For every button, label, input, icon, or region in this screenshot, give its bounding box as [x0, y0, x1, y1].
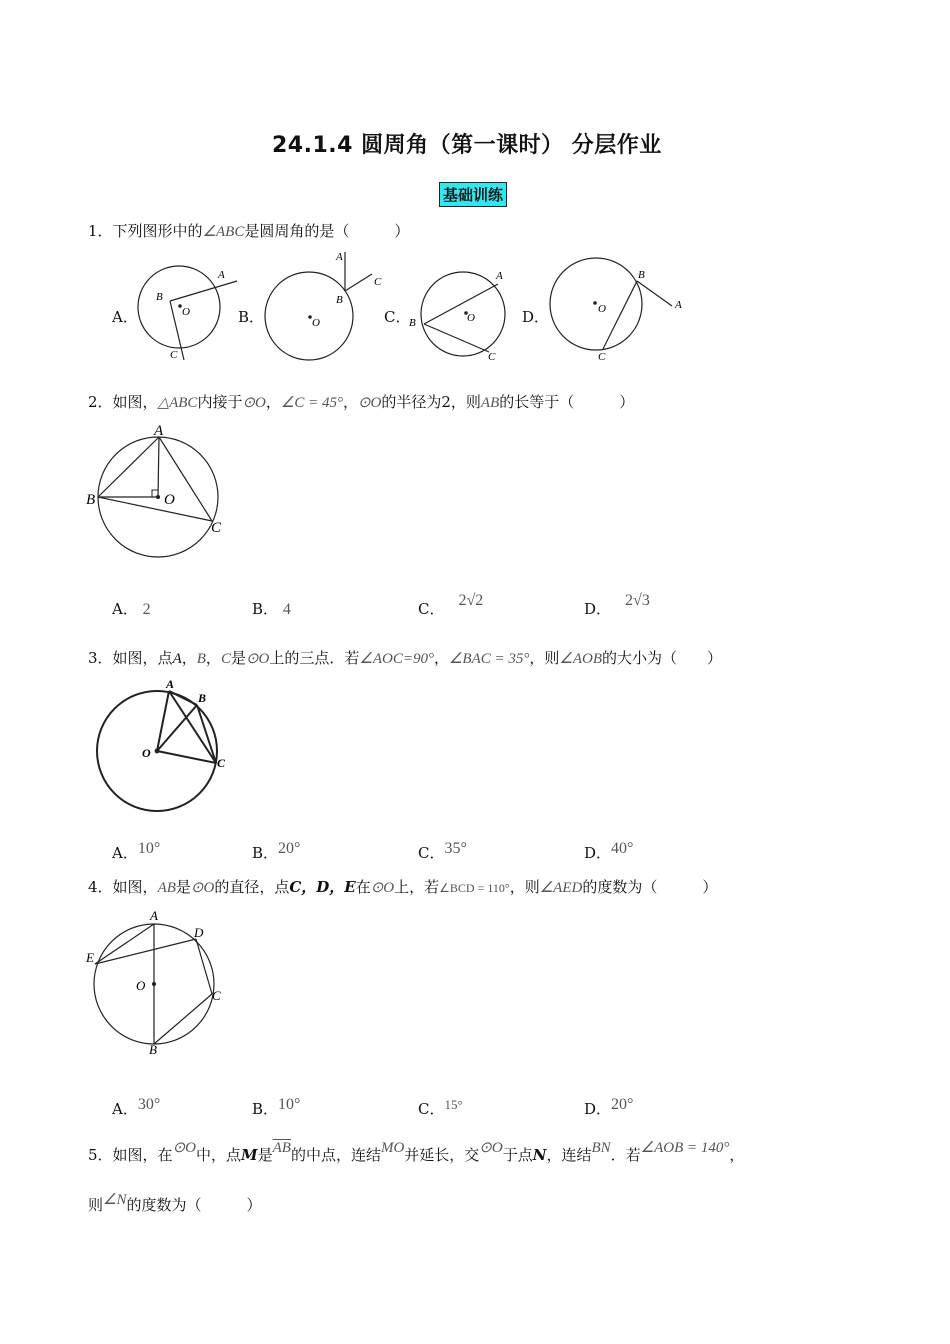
q3-option-a[interactable]: A．10°: [112, 840, 161, 862]
q2-label-o: O: [164, 492, 175, 508]
q4-label-o: O: [136, 978, 146, 993]
q3-option-c[interactable]: C．35°: [418, 840, 467, 862]
q4-label-a: A: [150, 908, 158, 923]
q2-label-c: C: [211, 520, 222, 536]
q2-option-a[interactable]: A． 2: [112, 600, 151, 618]
q1a-label-o: O: [182, 306, 190, 318]
q4-label-d: D: [194, 925, 204, 940]
q1c-label-a: A: [496, 270, 503, 282]
q2-figure: [84, 422, 234, 562]
q3-option-d[interactable]: D．40°: [584, 840, 634, 862]
q1-option-d-figure: [546, 256, 686, 366]
question-number: 3．: [88, 649, 113, 667]
question-5: 5．如图，在⊙O中，点M是$\overline{AB}$的中点，连结MO并延长，交⊙O于点N，连结BN．若∠AOB = 140°，: [88, 1140, 745, 1164]
q3-label-b: B: [198, 691, 207, 705]
q3-option-b[interactable]: B．20°: [252, 840, 301, 862]
q1a-label-c: C: [170, 349, 178, 361]
q2-label-a: A: [154, 423, 164, 439]
question-number: 4．: [88, 878, 113, 896]
q1d-label-c: C: [598, 351, 606, 363]
question-4: 4．如图，AB是⊙O的直径，点C，D，E在⊙O上，若∠BCD = 110°，则∠AED的度数为（ ）: [88, 878, 718, 896]
question-1: 1．下列图形中的∠ABC是圆周角的是（ ）: [88, 222, 410, 240]
q1-option-c-label[interactable]: C．: [384, 308, 411, 326]
q1-option-b-figure: [262, 248, 392, 364]
question-number: 5．: [88, 1146, 113, 1164]
q1-option-a-label[interactable]: A．: [112, 308, 138, 326]
q1c-label-o: O: [467, 312, 475, 324]
question-5-line-2: 则∠N的度数为（ ）: [88, 1192, 262, 1214]
q3-label-o: O: [142, 746, 151, 760]
q1d-label-a: A: [675, 299, 682, 311]
q4-label-c: C: [212, 988, 221, 1003]
section-badge: 基础训练: [439, 182, 507, 207]
q4-option-a[interactable]: A．30°: [112, 1096, 161, 1118]
q1b-label-c: C: [374, 276, 382, 288]
q3-figure: [86, 676, 236, 816]
q1c-label-c: C: [488, 351, 496, 363]
q2-label-b: B: [86, 492, 96, 508]
q2-option-d[interactable]: D． 2√3: [584, 592, 650, 618]
q2-option-b[interactable]: B． 4: [252, 600, 291, 618]
q4-figure: [84, 906, 234, 1056]
q1b-label-o: O: [312, 317, 320, 329]
page-title: 24.1.4 圆周角（第一课时） 分层作业: [272, 133, 662, 158]
q1d-label-o: O: [598, 303, 606, 315]
q1b-label-a: A: [336, 251, 343, 263]
q1d-label-b: B: [638, 269, 645, 281]
q4-option-c[interactable]: C．15°: [418, 1097, 463, 1118]
q4-option-d[interactable]: D．20°: [584, 1096, 634, 1118]
question-number: 2．: [88, 393, 113, 411]
q1-option-c-figure: [404, 264, 514, 364]
q1-option-b-label[interactable]: B．: [238, 308, 265, 326]
q4-label-e: E: [86, 950, 94, 965]
q3-label-c: C: [217, 756, 226, 770]
q2-option-c[interactable]: C． 2√2: [418, 592, 484, 618]
q1b-label-b: B: [336, 294, 343, 306]
q4-option-b[interactable]: B．10°: [252, 1096, 301, 1118]
q1-option-d-label[interactable]: D．: [522, 308, 550, 326]
q1a-label-a: A: [218, 269, 225, 281]
question-number: 1．: [88, 222, 113, 240]
question-2: 2．如图，△ABC内接于⊙O，∠C = 45°，⊙O的半径为2，则AB的长等于（ ）: [88, 393, 635, 411]
q1c-label-b: B: [409, 317, 416, 329]
q4-label-b: B: [149, 1042, 157, 1056]
q1-option-a-figure: [132, 254, 242, 364]
q1a-label-b: B: [156, 291, 163, 303]
question-3: 3．如图，点A，B，C是⊙O上的三点．若∠AOC=90°，∠BAC = 35°，则∠AOB的大小为（ ）: [88, 649, 723, 667]
q3-label-a: A: [166, 677, 175, 691]
